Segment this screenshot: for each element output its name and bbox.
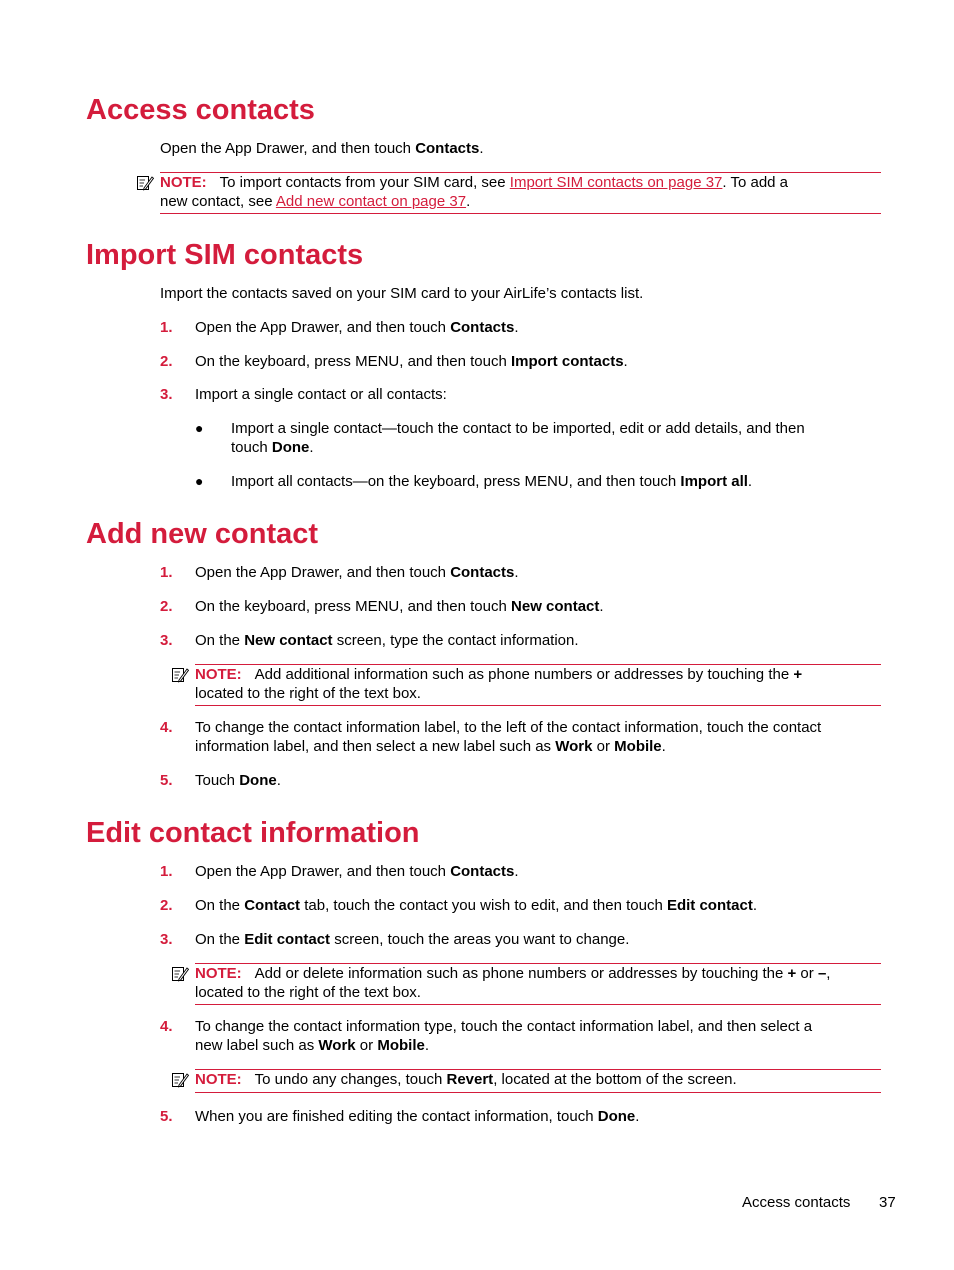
step-number: 3. [160, 632, 173, 649]
step-number: 3. [160, 386, 173, 403]
step-number: 5. [160, 1108, 173, 1125]
bullet: ● [195, 473, 204, 489]
step-text: Open the App Drawer, and then touch Contacts. [195, 863, 519, 880]
note-label: NOTE: [195, 1071, 242, 1088]
step-text: Open the App Drawer, and then touch Contacts. [195, 564, 519, 581]
heading-add-new-contact: Add new contact [86, 518, 319, 550]
step-text: To change the contact information label, to the left of the contact information, touch the contact information label, and then select a new label such as Work or Mobile. [195, 719, 822, 755]
note-icon [171, 666, 189, 683]
step-number: 2. [160, 897, 173, 914]
note-icon [171, 1071, 189, 1088]
link-add-new-contact[interactable]: Add new contact on page 37 [275, 193, 467, 210]
heading-import-sim-contacts: Import SIM contacts [86, 239, 364, 271]
note-label: NOTE: [160, 174, 207, 191]
import-intro: Import the contacts saved on your SIM card to your AirLife’s contacts list. [160, 285, 644, 302]
note-text: NOTE: Add or delete information such as phone numbers or addresses by touching the + or –, located to the right of the text box. [195, 965, 831, 1001]
bullet-text: Import all contacts—on the keyboard, press MENU, and then touch Import all. [231, 473, 753, 490]
step-number: 4. [160, 719, 173, 736]
step-text: Import a single contact or all contacts: [195, 386, 447, 403]
note-icon [171, 965, 189, 982]
step-number: 1. [160, 564, 173, 581]
page-number: 37 [879, 1194, 896, 1211]
footer-section-title: Access contacts [742, 1194, 851, 1211]
step-text: On the Edit contact screen, touch the areas you want to change. [195, 931, 630, 948]
step-text: Open the App Drawer, and then touch Contacts. [195, 319, 519, 336]
note-icon [136, 174, 154, 191]
bullet-text: Import a single contact—touch the contact to be imported, edit or add details, and then touch Done. [231, 420, 805, 456]
step-number: 2. [160, 353, 173, 370]
note-label: NOTE: [195, 965, 242, 982]
step-text: Touch Done. [195, 772, 281, 789]
heading-edit-contact-information: Edit contact information [86, 817, 420, 849]
step-text: On the Contact tab, touch the contact you wish to edit, and then touch Edit contact. [195, 897, 757, 914]
step-text: To change the contact information type, touch the contact information label, and then select a new label such as Work or Mobile. [195, 1018, 813, 1054]
bullet: ● [195, 420, 204, 436]
step-text: On the keyboard, press MENU, and then touch Import contacts. [195, 353, 628, 370]
step-number: 1. [160, 319, 173, 336]
step-text: On the New contact screen, type the contact information. [195, 632, 579, 649]
note-label: NOTE: [195, 666, 242, 683]
note-text: NOTE: To import contacts from your SIM card, see Import SIM contacts on page 37. To add a new contact, see Add new contact on page 37. [160, 174, 789, 210]
link-import-sim[interactable]: Import SIM contacts on page 37 [509, 174, 723, 191]
step-number: 3. [160, 931, 173, 948]
step-number: 5. [160, 772, 173, 789]
step-number: 2. [160, 598, 173, 615]
heading-access-contacts: Access contacts [86, 94, 315, 126]
step-text: When you are finished editing the contact information, touch Done. [195, 1108, 640, 1125]
step-number: 1. [160, 863, 173, 880]
access-intro: Open the App Drawer, and then touch Contacts. [160, 140, 484, 157]
step-text: On the keyboard, press MENU, and then touch New contact. [195, 598, 604, 615]
note-text: NOTE: To undo any changes, touch Revert, located at the bottom of the screen. [195, 1071, 737, 1088]
note-text: NOTE: Add additional information such as phone numbers or addresses by touching the + located to the right of the text box. [195, 666, 803, 702]
step-number: 4. [160, 1018, 173, 1035]
